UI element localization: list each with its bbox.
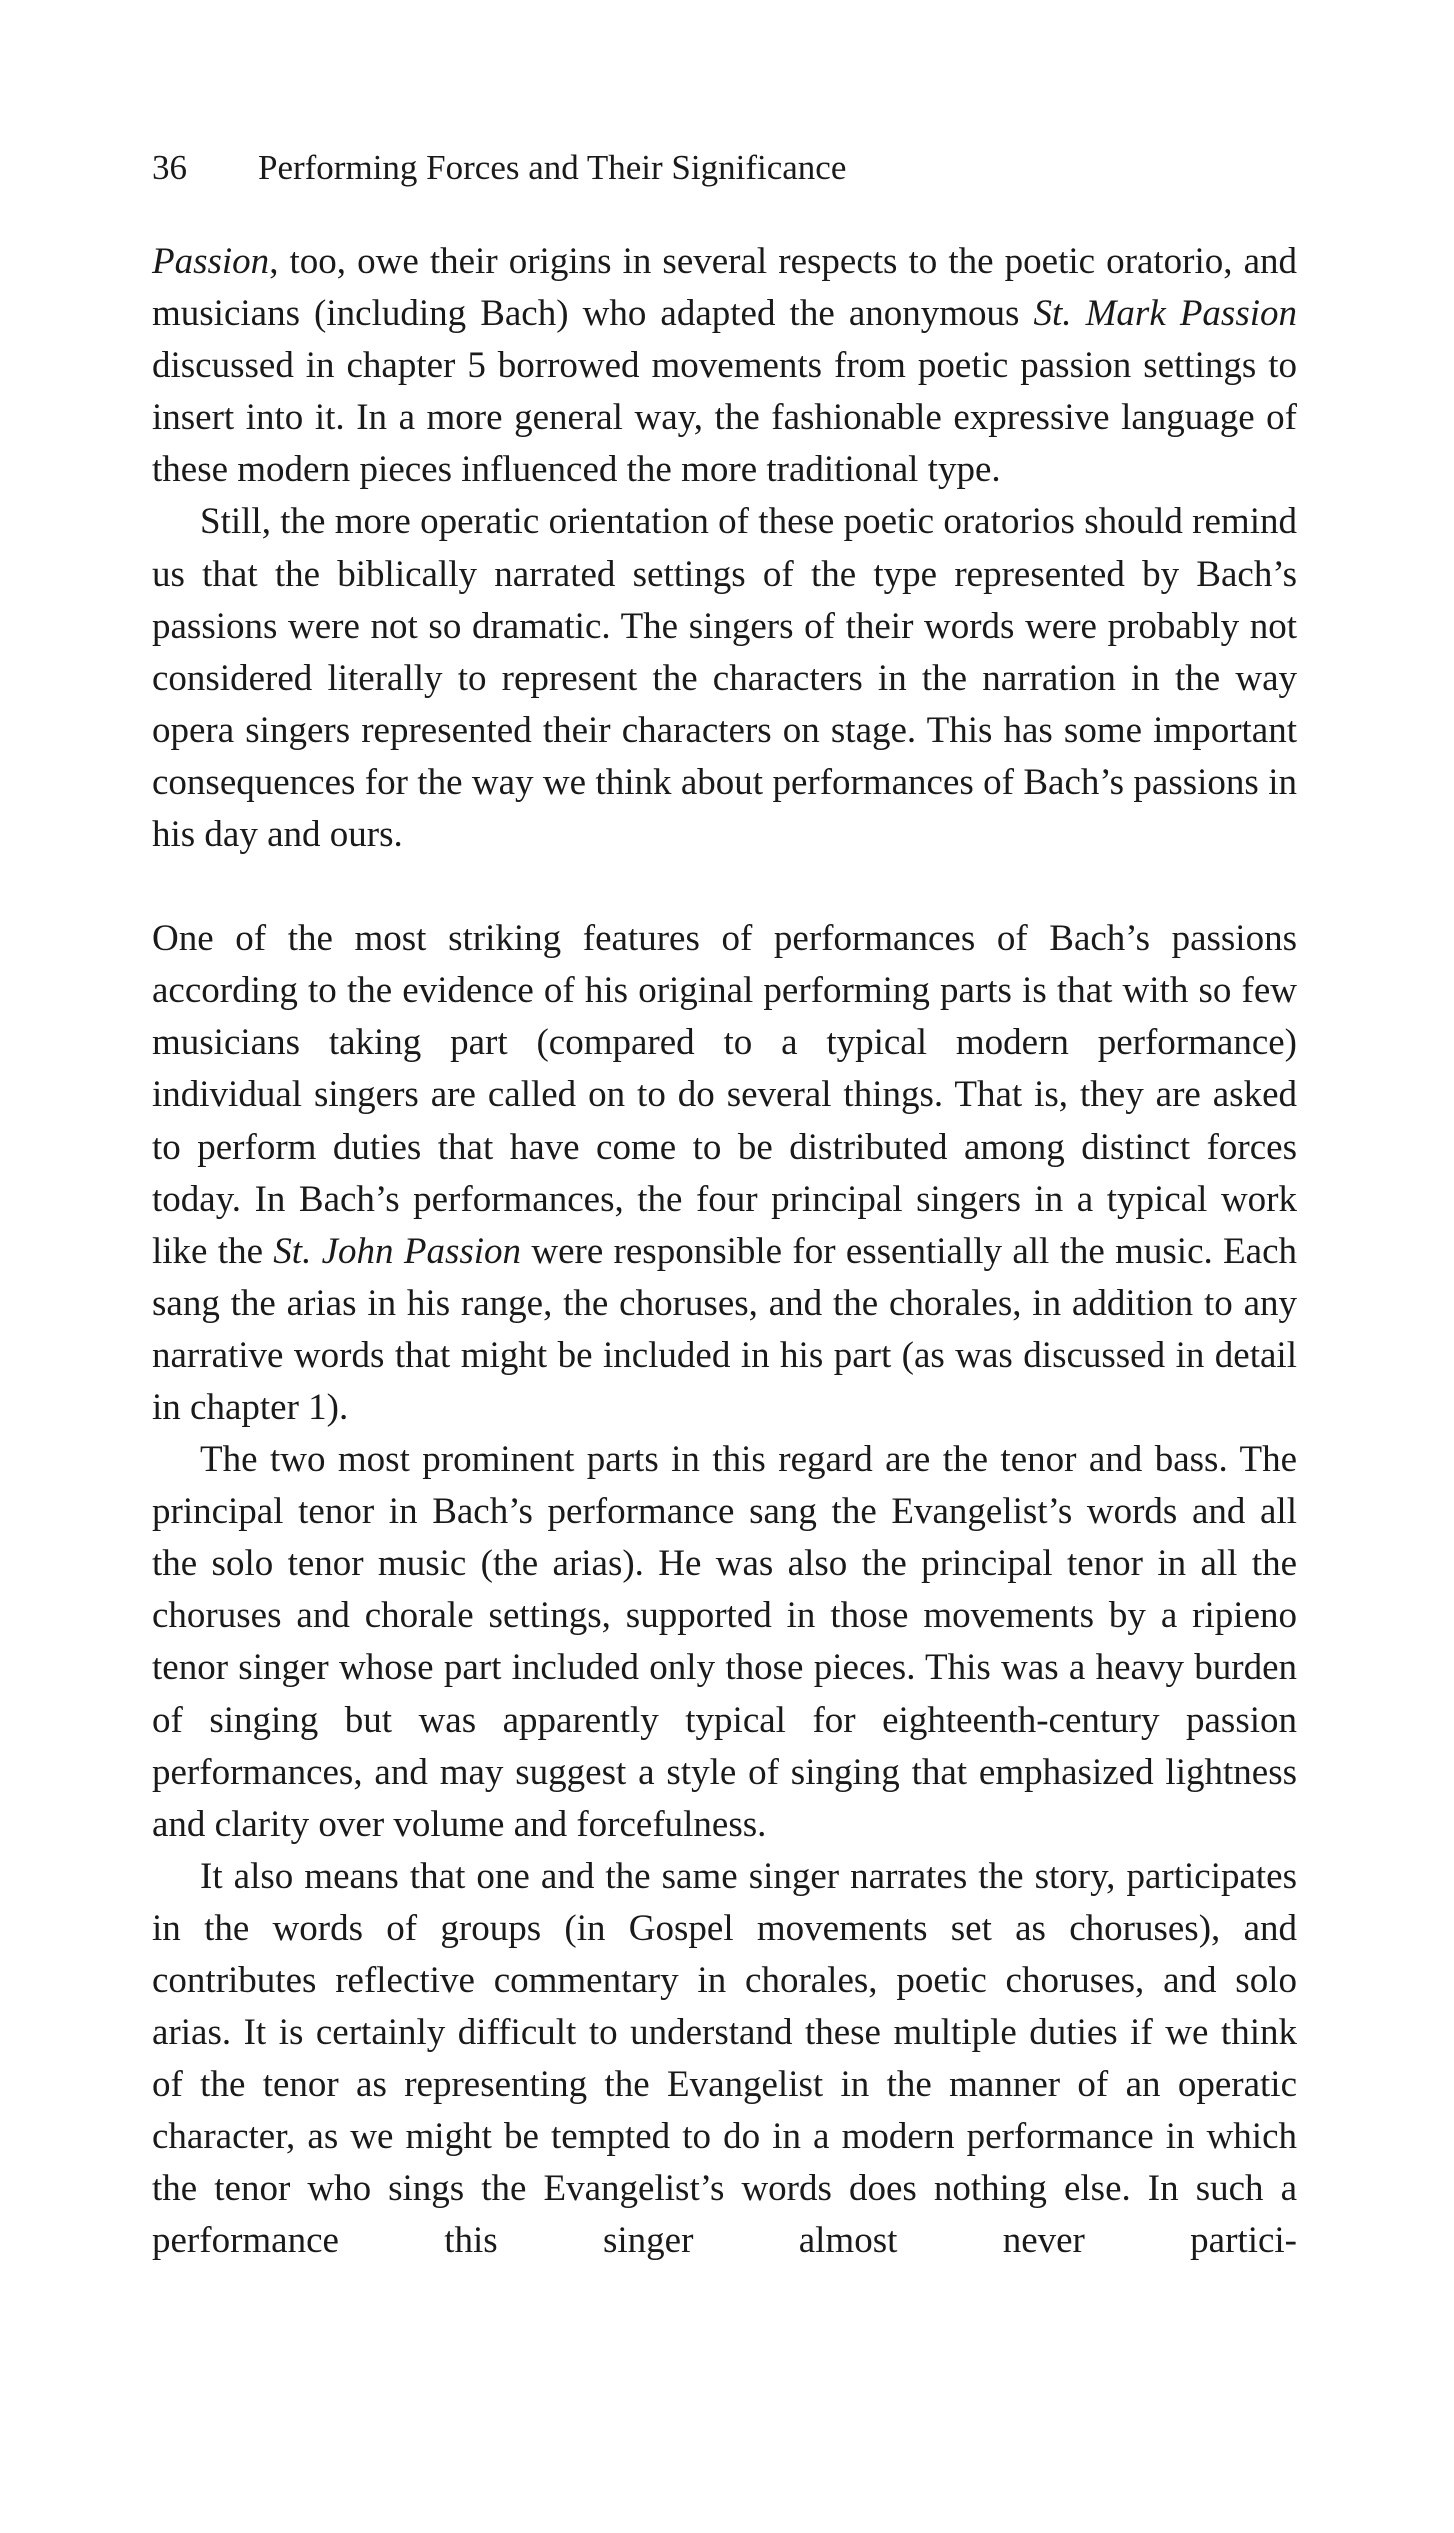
body-text — [152, 236, 1297, 2268]
paragraph-1 — [152, 236, 1297, 496]
text-run: were responsible for essentially all the music. Each sang the arias in his range, the choruses, and the chorales, in addition to any narrative words that might be included in his part (as was discussed in detail in chapter 1). — [152, 1230, 1297, 1428]
paragraph-3 — [152, 913, 1297, 1434]
paragraph-5 — [152, 1851, 1297, 2268]
running-head-title: Performing Forces and Their Significance — [258, 148, 847, 187]
text-run: It also means that one and the same singer narrates the story, participates in the words of groups (in Gospel movements set as choruses), and contributes reflective commentary in chorales, poetic choruses, and solo arias. It is certainly difficult to understand these multiple duties if we think of the tenor as representing the Evangelist in the manner of an operatic character, as we might be tempted to do in a modern performance in which the tenor who sings the Evangelist’s words does nothing else. In such a performance this singer almost never partici- — [152, 1855, 1297, 2262]
work-title: St. John Passion — [273, 1230, 522, 1272]
text-run: , too, owe their origins in several respects to the poetic oratorio, and musicians (including Bach) who adapted the anonymous — [152, 241, 1297, 335]
paragraph-2 — [152, 496, 1297, 861]
running-head — [152, 148, 846, 188]
paragraph-4 — [152, 1434, 1297, 1851]
work-title: Passion — [152, 241, 270, 282]
page-number: 36 — [152, 148, 187, 187]
text-run: Still, the more operatic orientation of these poetic oratorios should remind us that the biblically narrated settings of the type represented by Bach’s passions were not so dramatic. The singers of their words were probably not considered literally to represent the characters in the narration in the way opera singers represented their characters on stage. This has some important consequences for the way we think about performances of Bach’s passions in his day and ours. — [152, 501, 1297, 856]
text-run: discussed in chapter 5 borrowed movements from poetic passion settings to insert into it. In a more general way, the fashionable expressive language of these modern pieces influenced the more traditional type. — [152, 345, 1297, 491]
work-title: St. Mark Passion — [1033, 293, 1297, 335]
text-run: One of the most striking features of performances of Bach’s passions according to the evidence of his original performing parts is that with so few musicians taking part (compared to a typical modern performance) individual singers are called on to do several things. That is, they are asked to perform duties that have come to be distributed among distinct forces today. In Bach’s performances, the four principal singers in a typical work like the — [152, 918, 1297, 1272]
text-run: The two most prominent parts in this regard are the tenor and bass. The principal tenor in Bach’s performance sang the Evangelist’s words and all the solo tenor music (the arias). He was also the principal tenor in all the choruses and chorale settings, supported in those movements by a ripieno tenor singer whose part included only those pieces. This was a heavy burden of singing but was apparently typical for eighteenth-century passion performances, and may suggest a style of singing that emphasized lightness and clarity over volume and forcefulness. — [152, 1439, 1297, 1845]
